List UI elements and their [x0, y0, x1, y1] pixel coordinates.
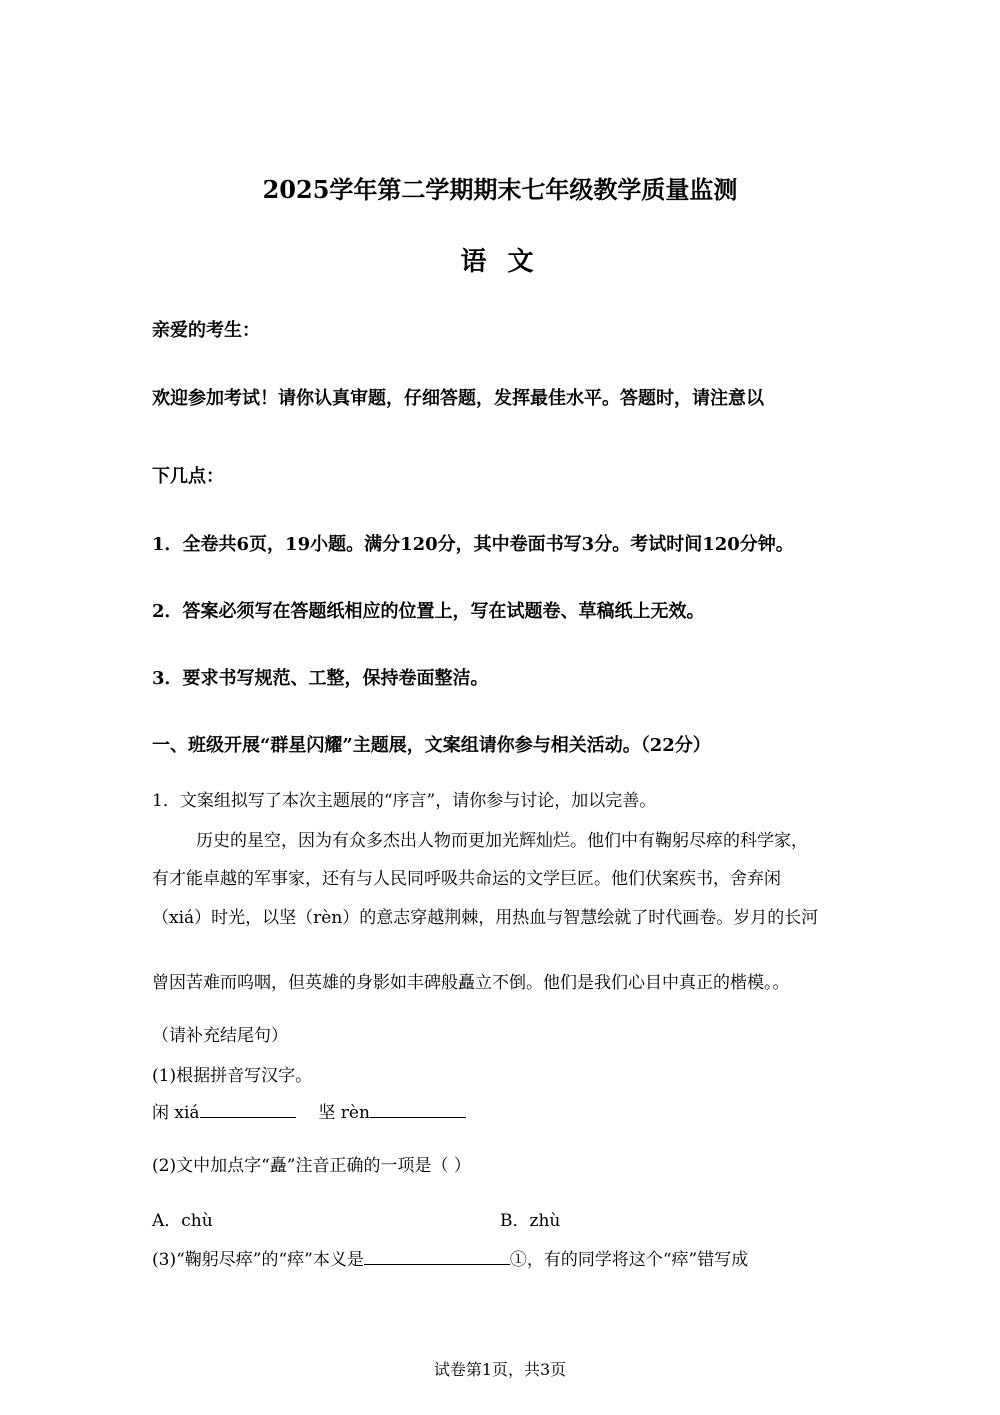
answer-blank-xia[interactable] — [200, 1101, 296, 1118]
passage-line-3: （xiá）时光，以坚（rèn）的意志穿越荆棘，用热血与智慧绘就了时代画卷。岁月的长河 — [152, 908, 819, 928]
blank-label-xia: 闲 xiá — [152, 1103, 200, 1123]
blank-label-ren: 坚 rèn — [318, 1103, 370, 1123]
passage-line-4: 曾因苦难而呜咽，但英雄的身影如丰碑般矗立不倒。他们是我们心目中真正的楷模。。 — [152, 973, 790, 993]
sub-question-1: (1)根据拼音写汉字。 — [152, 1066, 313, 1086]
blank-marker: ① — [509, 1250, 527, 1270]
sub-question-2: (2)文中加点字“矗”注音正确的一项是（ ） — [152, 1156, 471, 1176]
passage-note: （请补充结尾句） — [152, 1026, 288, 1046]
welcome-line-1: 欢迎参加考试！请你认真审题，仔细答题，发挥最佳水平。答题时，请注意以 — [152, 388, 764, 409]
page-footer: 试卷第1页，共3页 — [433, 1360, 567, 1379]
sub-question-3-end: ，有的同学将这个“瘁”错写成 — [526, 1250, 749, 1270]
greeting: 亲爱的考生： — [152, 320, 260, 341]
passage-line-1: 历史的星空，因为有众多杰出人物而更加光辉灿烂。他们中有鞠躬尽瘁的科学家， — [196, 831, 808, 851]
option-b[interactable]: B．zhù — [500, 1211, 561, 1231]
answer-blank-meaning[interactable] — [364, 1248, 510, 1265]
passage-line-2: 有才能卓越的军事家，还有与人民同呼吸共命运的文学巨匠。他们伏案疾书，舍弃闲 — [152, 869, 781, 889]
instruction-point-1: 1．全卷共6页，19小题。满分120分，其中卷面书写3分。考试时间120分钟。 — [152, 534, 794, 555]
subject-title: 语 文 — [460, 247, 540, 277]
sub-question-3-start: (3)“鞠躬尽瘁”的“瘁”本义是 — [152, 1250, 364, 1270]
section-heading: 一、班级开展“群星闪耀”主题展，文案组请你参与相关活动。（22分） — [152, 735, 711, 756]
instruction-point-3: 3．要求书写规范、工整，保持卷面整洁。 — [152, 668, 489, 689]
question-1-intro: 1．文案组拟写了本次主题展的“序言”，请你参与讨论，加以完善。 — [152, 791, 657, 811]
option-a[interactable]: A．chù — [152, 1211, 213, 1231]
sub-question-3 — [152, 1245, 748, 1270]
welcome-line-2: 下几点： — [152, 466, 224, 487]
answer-blank-ren[interactable] — [370, 1101, 466, 1118]
instruction-point-2: 2．答案必须写在答题纸相应的位置上，写在试题卷、草稿纸上无效。 — [152, 601, 705, 622]
exam-title: 2025学年第二学期期末七年级教学质量监测 — [262, 175, 738, 204]
sub-question-1-blanks — [152, 1098, 466, 1123]
